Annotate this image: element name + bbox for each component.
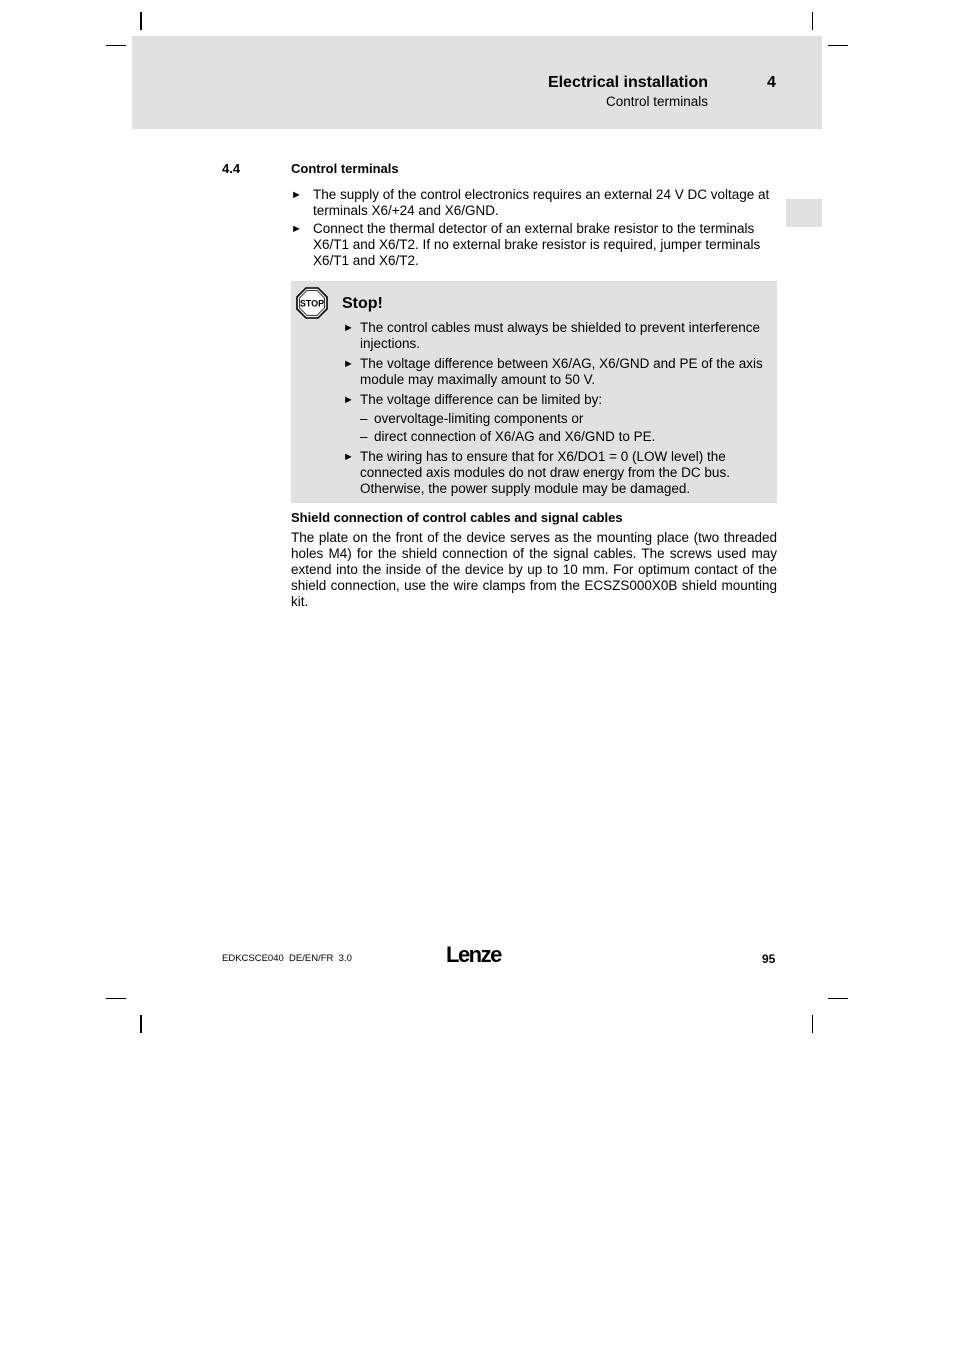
- triangle-right-icon: ►: [343, 322, 354, 334]
- list-item-text: The voltage difference can be limited by:: [360, 392, 603, 407]
- list-item: [343, 392, 763, 445]
- chapter-number: 4: [767, 74, 776, 91]
- list-item-text: The voltage difference between X6/AG, X6/GND and PE of the axis module may maximally amount to 50 V.: [360, 356, 763, 387]
- body-paragraph: The plate on the front of the device serves as the mounting place (two threaded holes M4) for the shield connection of the signal cables. The screws used may extend into the inside of the device by up to 10 mm. For optimum contact of the shield connection, use the wire clamps from the ECSZS000X0B shield mounting kit.: [291, 530, 777, 609]
- crop-mark: [812, 12, 813, 30]
- stop-heading: Stop!: [342, 295, 383, 312]
- stop-list: [343, 320, 763, 501]
- instruction-list: [291, 187, 777, 271]
- header-subtitle: Control terminals: [605, 94, 708, 109]
- crop-mark: [828, 45, 848, 46]
- list-item: [291, 221, 777, 269]
- triangle-right-icon: ►: [343, 451, 354, 463]
- chapter-tab: [786, 199, 822, 227]
- page-number: 95: [762, 952, 776, 966]
- triangle-right-icon: ►: [291, 223, 302, 235]
- list-item-text: The wiring has to ensure that for X6/DO1 = 0 (LOW level) the connected axis modules do not draw energy from the DC bus. Otherwise, the power supply module may be damaged.: [360, 449, 730, 496]
- list-item: [343, 356, 763, 388]
- stop-icon-text: STOP: [299, 298, 325, 309]
- subsection-heading: Shield connection of control cables and signal cables: [291, 510, 623, 525]
- dash-marker: –: [360, 411, 368, 426]
- section-number: 4.4: [222, 161, 241, 176]
- sub-list: [360, 411, 763, 445]
- list-item: [291, 187, 777, 219]
- list-item: [343, 320, 763, 352]
- crop-mark: [106, 45, 126, 46]
- list-item-text: The supply of the control electronics requires an external 24 V DC voltage at terminals X6/+24 and X6/GND.: [313, 187, 770, 218]
- triangle-right-icon: ►: [291, 189, 302, 201]
- sub-list-item-text: direct connection of X6/AG and X6/GND to PE.: [374, 429, 656, 444]
- triangle-right-icon: ►: [343, 358, 354, 370]
- list-item-text: Connect the thermal detector of an external brake resistor to the terminals X6/T1 and X6/T2. If no external brake resistor is required, jumper terminals X6/T1 and X6/T2.: [313, 221, 761, 268]
- lenze-logo: Lenze: [446, 942, 501, 967]
- crop-mark: [106, 998, 126, 999]
- dash-marker: –: [360, 429, 368, 444]
- stop-octagon-icon: [296, 287, 328, 319]
- section-title: Control terminals: [291, 161, 399, 176]
- sub-list-item: [360, 429, 763, 445]
- sub-list-item-text: overvoltage-limiting components or: [374, 411, 584, 426]
- crop-mark: [812, 1015, 813, 1033]
- list-item: [343, 449, 763, 497]
- crop-mark: [140, 1015, 142, 1033]
- triangle-right-icon: ►: [343, 394, 354, 406]
- header-band: [132, 36, 822, 129]
- sub-list-item: [360, 411, 763, 427]
- list-item-text: The control cables must always be shielded to prevent interference injections.: [360, 320, 760, 351]
- header-title: Electrical installation: [547, 74, 708, 91]
- crop-mark: [140, 12, 142, 30]
- document-id: EDKCSCE040 DE/EN/FR 3.0: [222, 953, 352, 964]
- crop-mark: [828, 998, 848, 999]
